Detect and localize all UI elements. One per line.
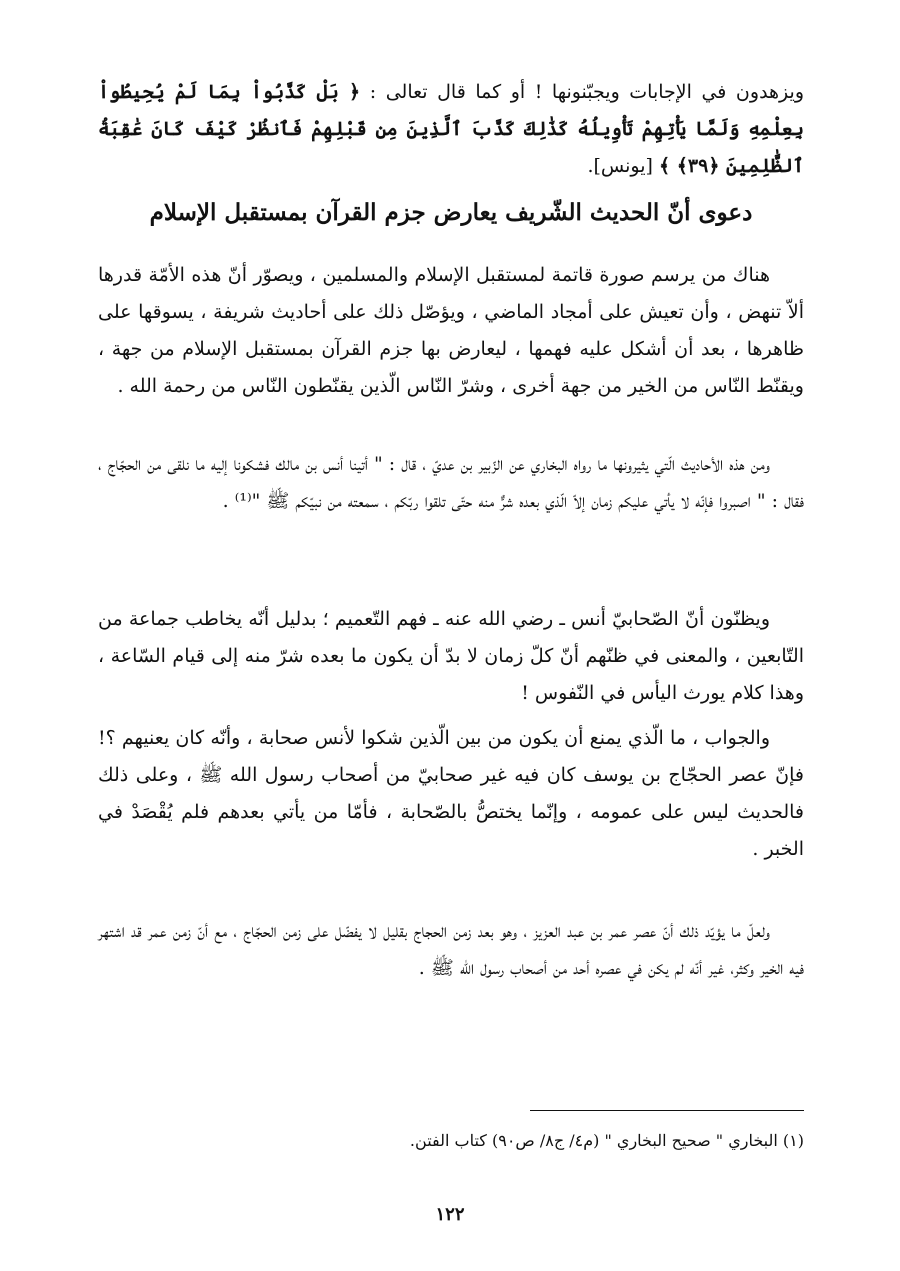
paragraph-text: والجواب ، ما الّذي يمنع أن يكون من بين الّذين شكوا لأنس صحابة ، وأنّه كان يعنيهم ؟! فإنّ عصر الحجّاج بن يوسف كان فيه غير صحابيّ من أصحاب رسول الله ﷺ ، وعلى ذلك فالحديث ليس على عمومه ، وإنّما يختصُّ بالصّحابة ، فأمّا من يأتي بعدهم فلم يُقْصَدْ في الخبر . (98, 727, 804, 860)
footnote-divider (530, 1110, 804, 1111)
paragraph-text: ويظنّون أنّ الصّحابيّ أنس ـ رضي الله عنه ـ فهم التّعميم ؛ بدليل أنّه يخاطب جماعة من التّابعين ، والمعنى في ظنّهم أنّ كلّ زمان لا بدّ أن يكون ما بعده شرّ منه إلى قيام السّاعة ، وهذا كلام يورث اليأس في النّفوس ! (98, 608, 804, 704)
surah-citation: [يونس]. (587, 155, 653, 177)
paragraph-text: هناك من يرسم صورة قاتمة لمستقبل الإسلام والمسلمين ، ويصوّر أنّ هذه الأمّة قدرها ألاّ تنهض ، وأن تعيش على أمجاد الماضي ، ويؤصّل ذلك على أحاديث شريفة ، يسوقها على ظاهرها ، بعد أن أشكل عليه فهمها ، ليعارض بها جزم القرآن بمستقبل الإسلام من جهة ، ويقنّط النّاس من الخير من جهة أخرى ، وشرّ النّاس الّذين يقنّطون النّاس من رحمة الله . (98, 264, 804, 397)
quran-verse: ﴿ بَلْ كَذَّبُواْ بِمَا لَمْ يُحِيطُواْ بِعِلْمِهِ وَلَمَّا يَأْتِهِمْ تَأْوِيلُهُ كَذَٰلِكَ كَذَّبَ ٱلَّذِينَ مِن قَبْلِهِمْ فَٱنظُرْ كَيْفَ كَانَ عَٰقِبَةُ ٱلظَّٰلِمِينَ ﴿٣٩﴾ ﴾ (98, 81, 804, 177)
section-heading: دعوى أنّ الحديث الشّريف يعارض جزم القرآن بمستقبل الإسلام (149, 199, 753, 226)
intro-text: ويزهدون في الإجابات ويجبّنونها ! أو كما قال تعالى : (369, 81, 805, 103)
page-number: ١٢٢ (435, 1204, 465, 1225)
footnote: (١) البخاري " صحيح البخاري " (م٤/ ج٨/ ص٩٠) كتاب الفتن. (409, 1131, 804, 1150)
paragraph-5 (98, 913, 804, 987)
paragraph-3 (98, 601, 804, 712)
paragraph-2 (98, 446, 804, 520)
paragraph-text: ومن هذه الأحاديث الّتي يثيرونها ما رواه البخاري عن الزّبير بن عديّ ، قال : " أتينا أنس بن مالك فشكونا إليه ما نلقى من الحجّاج ، فقال : " اصبروا فإنّه لا يأتي عليكم زمان إلاّ الّذي بعده شرٌّ منه حتّى تلقوا ربّكم ، سمعته من نبيّكم ﷺ "⁽¹⁾ . (98, 453, 804, 512)
paragraph-1 (98, 257, 804, 405)
paragraph-4 (98, 720, 804, 868)
paragraph-text: ولعلّ ما يؤيّد ذلك أنّ عصر عمر بن عبد العزيز ، وهو بعد زمن الحجاج بقليل لا يفضّل على زمن الحجّاج ، مع أنّ زمن عمر قد اشتهر فيه الخير وكثر، غير أنّه لم يكن في عصره أحد من أصحاب رسول الله ﷺ . (98, 920, 804, 979)
intro-paragraph (98, 74, 804, 185)
